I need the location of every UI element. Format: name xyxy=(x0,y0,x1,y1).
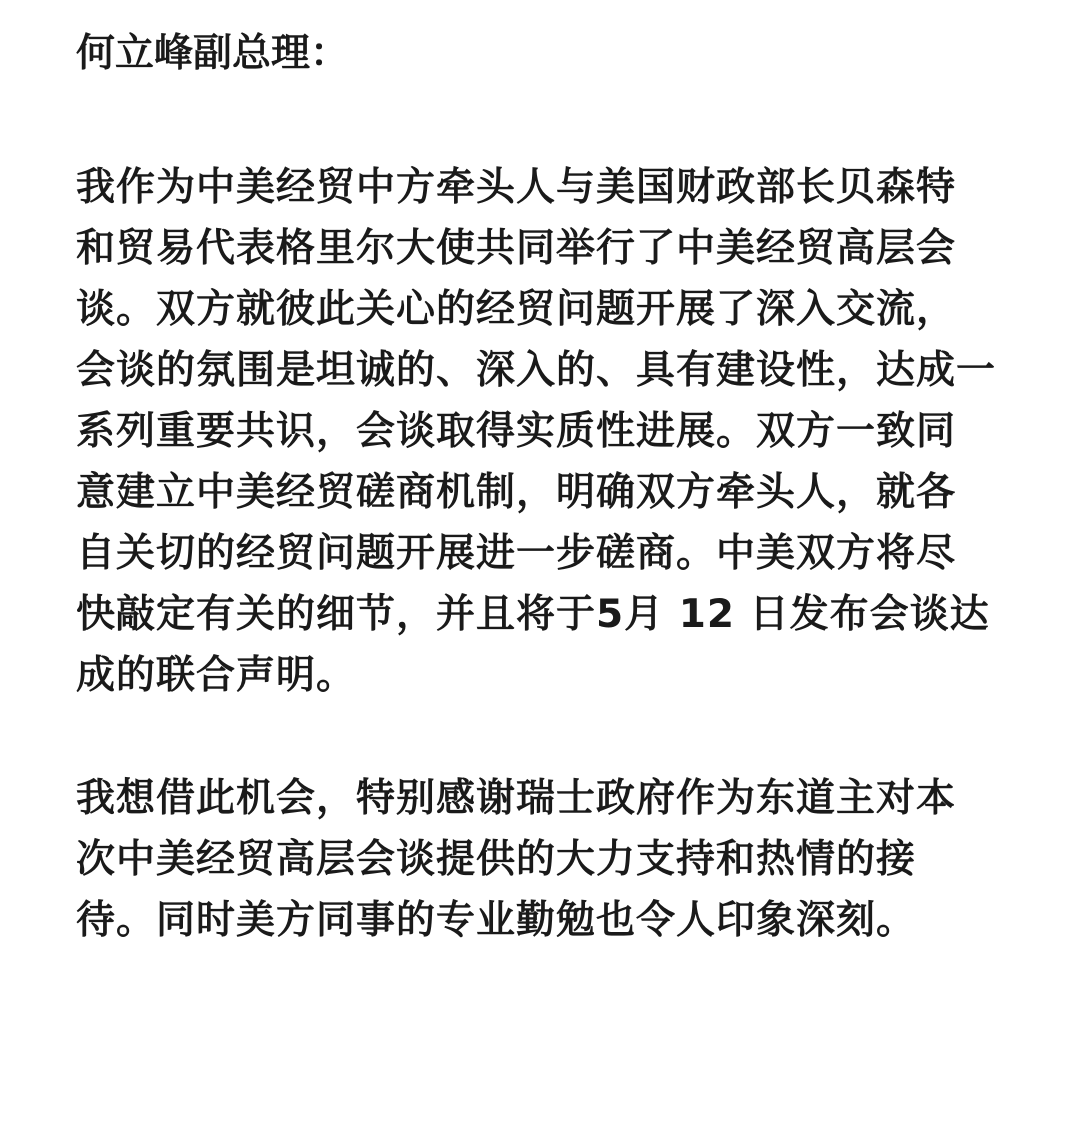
text-line: 会谈的氛围是坦诚的、深入的、具有建设性，达成一 xyxy=(76,348,997,393)
text-line: 系列重要共识，会谈取得实质性进展。双方一致同 xyxy=(76,409,957,454)
text-line: 成的联合声明。 xyxy=(76,653,357,698)
speaker-heading: 何立峰副总理： xyxy=(76,31,350,76)
text-line: 意建立中美经贸磋商机制，明确双方牵头人，就各 xyxy=(76,470,957,515)
text-line: 待。同时美方同事的专业勤勉也令人印象深刻。 xyxy=(76,898,917,943)
text-line: 我想借此机会，特别感谢瑞士政府作为东道主对本 xyxy=(76,776,957,821)
statement-document xyxy=(76,26,1016,951)
text-line: 自关切的经贸问题开展进一步磋商。中美双方将尽 xyxy=(76,531,957,576)
paragraph-talks-summary xyxy=(76,157,1016,706)
text-line: 谈。双方就彼此关心的经贸问题开展了深入交流， xyxy=(76,287,957,332)
text-line: 次中美经贸高层会谈提供的大力支持和热情的接 xyxy=(76,837,917,882)
text-line: 和贸易代表格里尔大使共同举行了中美经贸高层会 xyxy=(76,226,957,271)
paragraph-thanks xyxy=(76,768,1016,951)
text-line: 我作为中美经贸中方牵头人与美国财政部长贝森特 xyxy=(76,165,957,210)
text-line: 快敲定有关的细节，并且将于5月 12 日发布会谈达 xyxy=(76,592,990,637)
